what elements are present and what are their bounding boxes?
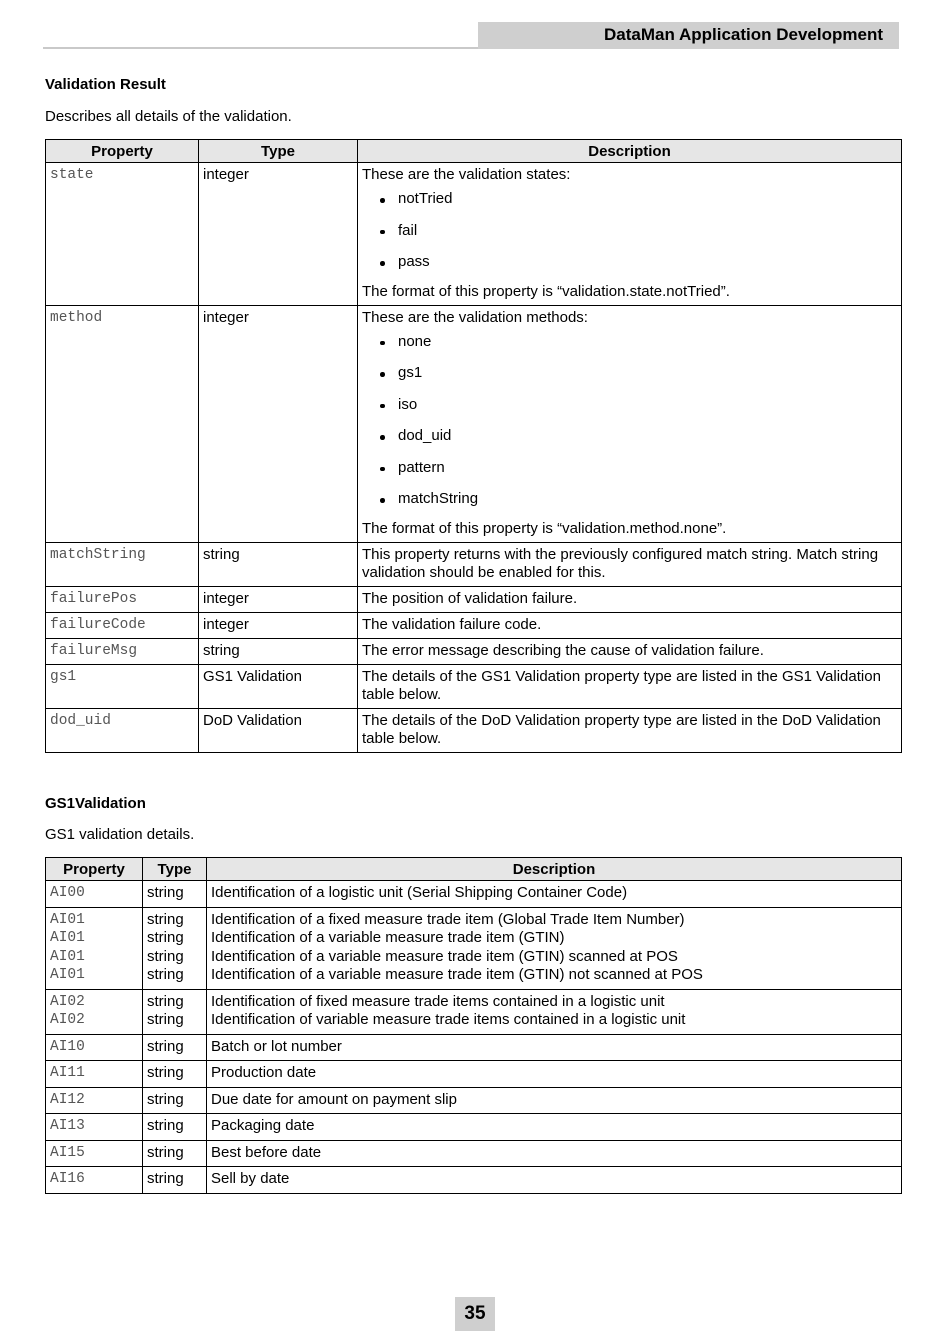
cell-line: string <box>147 1170 184 1187</box>
list-item: iso <box>398 396 897 414</box>
column-header-property: Property <box>46 858 143 881</box>
table-row <box>46 907 902 989</box>
cell-line: AI12 <box>50 1091 85 1108</box>
description-cell: The validation failure code. <box>358 612 902 638</box>
cell-line: string <box>147 884 184 901</box>
cell-line: AI16 <box>50 1171 85 1187</box>
property-cell: gs1 <box>46 664 199 708</box>
cell-line: Identification of a variable measure trade item (GTIN) <box>211 929 565 946</box>
cell-line: AI01 <box>50 911 85 928</box>
cell-line: Due date for amount on payment slip <box>211 1090 457 1108</box>
table-header-row <box>46 858 902 881</box>
type-cell <box>143 1167 207 1194</box>
table-row <box>46 305 902 542</box>
property-cell <box>46 1140 143 1167</box>
property-cell: failureMsg <box>46 638 199 664</box>
type-cell <box>143 1114 207 1141</box>
description-cell: The position of validation failure. <box>358 586 902 612</box>
table-row <box>46 638 902 664</box>
property-cell <box>46 907 143 989</box>
type-cell: integer <box>199 305 358 542</box>
cell-line: Production date <box>211 1064 317 1081</box>
cell-line: string <box>147 966 184 983</box>
type-cell <box>143 1140 207 1167</box>
cell-line: Best before date <box>211 1143 322 1161</box>
cell-line: Identification of variable measure trade items contained in a logistic unit <box>211 1011 686 1028</box>
description-cell <box>207 1061 902 1088</box>
type-cell: string <box>199 542 358 586</box>
table-row <box>46 1167 902 1194</box>
table-row <box>46 586 902 612</box>
cell-line: string <box>147 1090 184 1108</box>
table-row <box>46 989 902 1034</box>
list-item: pass <box>398 253 897 271</box>
validation-result-heading: Validation Result <box>45 76 166 93</box>
list-item: gs1 <box>398 364 897 382</box>
table-row <box>46 708 902 752</box>
list-item: none <box>398 333 897 351</box>
description-cell <box>358 163 902 306</box>
cell-line: string <box>147 929 184 946</box>
type-cell <box>143 907 207 989</box>
description-intro: These are the validation methods: <box>362 308 588 326</box>
list-item: pattern <box>398 459 897 477</box>
cell-line: string <box>147 992 184 1010</box>
cell-line: string <box>147 910 184 928</box>
cell-line: Batch or lot number <box>211 1037 342 1055</box>
cell-line: AI10 <box>50 1038 85 1055</box>
cell-line: Identification of a variable measure trade item (GTIN) not scanned at POS <box>211 966 703 983</box>
property-cell: failurePos <box>46 586 199 612</box>
cell-line: Packaging date <box>211 1117 315 1134</box>
description-cell: The error message describing the cause of validation failure. <box>358 638 902 664</box>
gs1-validation-heading: GS1Validation <box>45 795 146 812</box>
description-format: The format of this property is “validation.state.notTried”. <box>362 282 730 300</box>
cell-line: AI01 <box>50 948 85 965</box>
table-row <box>46 1087 902 1114</box>
cell-line: AI13 <box>50 1118 85 1134</box>
validation-result-table <box>45 139 902 753</box>
table-header-row <box>46 140 902 163</box>
type-cell <box>143 1061 207 1088</box>
cell-line: Identification of a variable measure trade item (GTIN) scanned at POS <box>211 947 678 965</box>
cell-line: string <box>147 947 184 965</box>
type-cell: integer <box>199 586 358 612</box>
cell-line: string <box>147 1117 184 1134</box>
description-cell: This property returns with the previously configured match string. Match string validation should be enabled for this. <box>358 542 902 586</box>
description-cell <box>207 1114 902 1141</box>
property-cell <box>46 1167 143 1194</box>
property-cell <box>46 881 143 908</box>
column-header-type: Type <box>143 858 207 881</box>
property-cell <box>46 1114 143 1141</box>
description-cell: The details of the DoD Validation property type are listed in the DoD Validation table below. <box>358 708 902 752</box>
gs1-validation-description: GS1 validation details. <box>45 826 195 843</box>
type-cell: integer <box>199 612 358 638</box>
description-cell <box>207 1087 902 1114</box>
cell-line: AI15 <box>50 1144 85 1161</box>
gs1-validation-table <box>45 857 902 1194</box>
type-cell: string <box>199 638 358 664</box>
table-row <box>46 881 902 908</box>
page-number: 35 <box>455 1297 495 1331</box>
description-cell <box>358 305 902 542</box>
table-row <box>46 1140 902 1167</box>
column-header-property: Property <box>46 140 199 163</box>
column-header-description: Description <box>358 140 902 163</box>
cell-line: AI01 <box>50 967 85 983</box>
list-item: notTried <box>398 190 897 208</box>
property-cell: dod_uid <box>46 708 199 752</box>
cell-line: AI02 <box>50 993 85 1010</box>
property-cell: failureCode <box>46 612 199 638</box>
cell-line: string <box>147 1064 184 1081</box>
description-cell <box>207 1140 902 1167</box>
table-row <box>46 1061 902 1088</box>
page-header <box>478 22 899 49</box>
table-row <box>46 1034 902 1061</box>
description-cell: The details of the GS1 Validation property type are listed in the GS1 Validation table below. <box>358 664 902 708</box>
cell-line: string <box>147 1143 184 1161</box>
cell-line: string <box>147 1037 184 1055</box>
cell-line: Identification of a fixed measure trade item (Global Trade Item Number) <box>211 910 685 928</box>
type-cell <box>143 1087 207 1114</box>
list-item: fail <box>398 222 897 240</box>
cell-line: string <box>147 1011 184 1028</box>
list-item: dod_uid <box>398 427 897 445</box>
header-title: DataMan Application Development <box>604 25 883 44</box>
cell-line: AI00 <box>50 885 85 901</box>
description-cell <box>207 907 902 989</box>
description-cell <box>207 1167 902 1194</box>
table-row <box>46 163 902 306</box>
cell-line: AI02 <box>50 1012 85 1028</box>
cell-line: Identification of fixed measure trade items contained in a logistic unit <box>211 992 665 1010</box>
type-cell <box>143 881 207 908</box>
type-cell: DoD Validation <box>199 708 358 752</box>
description-cell <box>207 881 902 908</box>
description-cell <box>207 1034 902 1061</box>
property-cell <box>46 1087 143 1114</box>
type-cell: GS1 Validation <box>199 664 358 708</box>
description-format: The format of this property is “validation.method.none”. <box>362 519 727 537</box>
description-intro: These are the validation states: <box>362 166 571 183</box>
property-cell: method <box>46 305 199 542</box>
column-header-type: Type <box>199 140 358 163</box>
table-row <box>46 664 902 708</box>
cell-line: AI01 <box>50 930 85 946</box>
table-row <box>46 542 902 586</box>
table-row <box>46 612 902 638</box>
validation-result-description: Describes all details of the validation. <box>45 108 292 125</box>
cell-line: Sell by date <box>211 1170 290 1187</box>
type-cell <box>143 989 207 1034</box>
list-item: matchString <box>398 490 897 508</box>
state-list <box>362 190 897 271</box>
property-cell <box>46 989 143 1034</box>
cell-line: Identification of a logistic unit (Serial Shipping Container Code) <box>211 884 628 901</box>
cell-line: AI11 <box>50 1065 85 1081</box>
description-cell <box>207 989 902 1034</box>
method-list <box>362 333 897 509</box>
property-cell <box>46 1034 143 1061</box>
type-cell <box>143 1034 207 1061</box>
table-row <box>46 1114 902 1141</box>
property-cell: state <box>46 163 199 306</box>
column-header-description: Description <box>207 858 902 881</box>
type-cell: integer <box>199 163 358 306</box>
property-cell: matchString <box>46 542 199 586</box>
property-cell <box>46 1061 143 1088</box>
